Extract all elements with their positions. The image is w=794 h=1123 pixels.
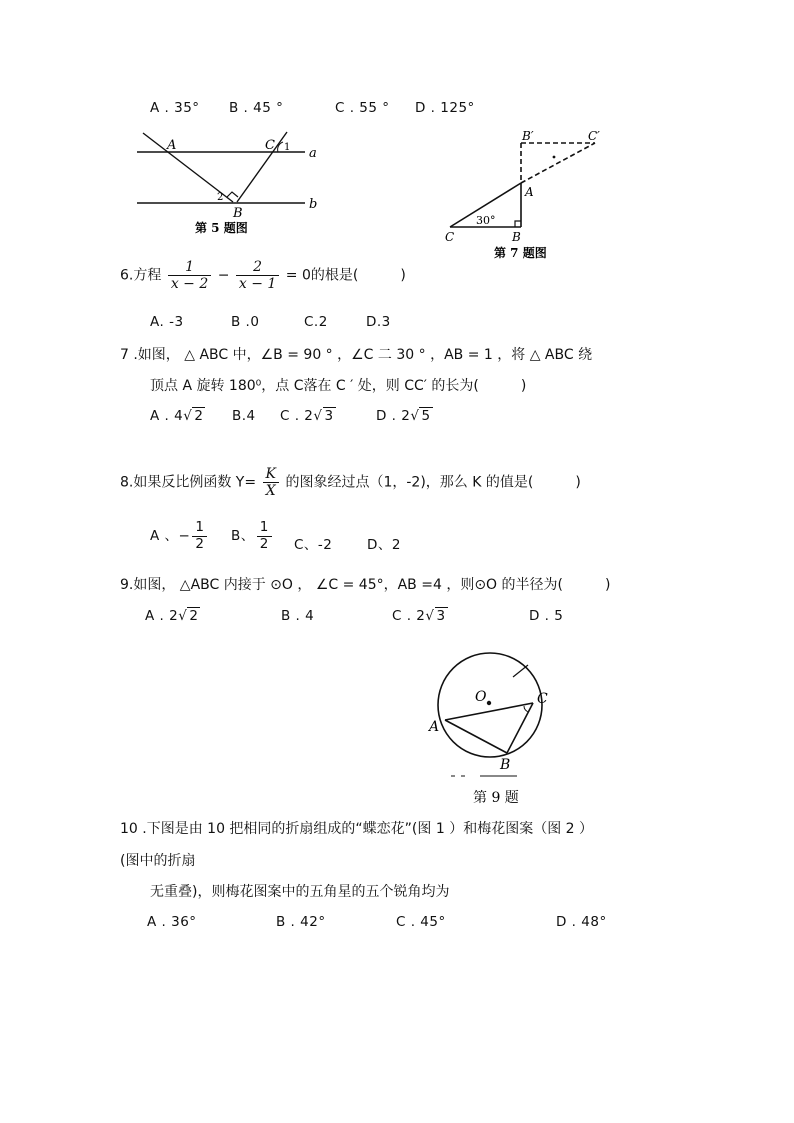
figure-7 (440, 125, 615, 265)
fig9-label-b: B (500, 757, 511, 773)
fig7-label-b: B (512, 230, 521, 244)
fig5-right-angle (227, 192, 238, 197)
fig7-caption: 第 7 题图 (494, 246, 547, 260)
q6-option-a: A. -3 (150, 314, 184, 330)
fig5-transversal-right (237, 132, 287, 202)
q7-option-b: B.4 (232, 408, 256, 424)
q10-option-c: C . 45° (396, 914, 446, 930)
q10-option-a: A . 36° (147, 914, 197, 930)
fig5-label-2: 2 (217, 192, 224, 203)
fig9-tick (513, 665, 528, 677)
q10-line-1: 10 .下图是由 10 把相同的折扇组成的“蝶恋花”(图 1 ）和梅花图案（图 2 ） (120, 821, 594, 837)
q8-option-c: C、-2 (294, 537, 333, 553)
q9-option-d: D . 5 (529, 608, 564, 624)
q10-option-d: D . 48° (556, 914, 607, 930)
fig9-label-c: C (537, 691, 548, 707)
q8-prefix: 8.如果反比例函数 Y= (120, 474, 257, 491)
q6-fraction-2: $\frac{2}{x - 1}$ (236, 259, 279, 292)
fig7-label-c-prime: C′ (588, 129, 600, 143)
fig9-chord-ac (445, 703, 533, 720)
q6-option-d: D.3 (366, 314, 391, 330)
fig9-caption: 第 9 题 (473, 790, 519, 806)
fig9-label-a: A (429, 719, 440, 735)
fig7-right-angle (515, 221, 521, 227)
fig5-line-a-label: a (309, 146, 317, 161)
q4-option-c: C . 55 ° (335, 100, 390, 116)
q9-option-a: A . 2√ 2 (145, 608, 199, 624)
q8-option-b: B、 $\frac{1}{2}$ (231, 520, 274, 552)
fig9-label-o: O (475, 689, 487, 705)
fig5-label-1: 1 (284, 142, 291, 153)
q4-option-d: D . 125° (415, 100, 475, 116)
fig7-angle-label: 30° (476, 214, 496, 227)
fig5-label-b: B (233, 206, 243, 221)
q7-line-1: 7 .如图， △ ABC 中，∠B = 90 ° ，∠C 二 30 ° ，AB = 1 ，将 △ ABC 绕 (120, 347, 593, 363)
fig7-label-c: C (445, 230, 455, 244)
q4-option-a: A . 35° (150, 100, 200, 116)
q9-option-c: C . 2√ 3 (392, 608, 446, 624)
fig7-a-c-prime (521, 143, 595, 183)
fig9-chord-bc (507, 703, 533, 753)
fig5-label-a: A (167, 138, 177, 153)
fig9-center-dot (487, 701, 491, 705)
q10-line-3: 无重叠)，则梅花图案中的五角星的五个锐角均为 (150, 884, 450, 900)
fig7-label-a: A (525, 185, 534, 199)
q8-option-d: D、2 (367, 537, 401, 553)
q6-minus: − (217, 267, 230, 284)
fig5-label-c: C (265, 138, 275, 153)
q10-line-2: (图中的折扇 (120, 853, 196, 869)
q6-option-c: C.2 (304, 314, 328, 330)
q7-line-2: 顶点 A 旋转 180⁰，点 C落在 C ′ 处，则 CC′ 的长为( ) (150, 378, 527, 394)
q6-fraction-1: $\frac{1}{x - 2}$ (168, 259, 211, 292)
fig5-caption: 第 5 题图 (195, 221, 248, 235)
fig7-label-b-prime: B′ (522, 129, 534, 143)
q8-question (120, 466, 581, 499)
fig5-line-b-label: b (309, 197, 318, 212)
q8-fraction: $\frac{K}{X}$ (263, 466, 279, 499)
q6-question (120, 259, 406, 292)
q4-option-b: B . 45 ° (229, 100, 284, 116)
figure-5 (115, 128, 325, 238)
q6-option-b: B .0 (231, 314, 260, 330)
q6-suffix: = 0的根是( ) (285, 267, 406, 284)
q9-line-1: 9.如图， △ABC 内接于 ⊙O ， ∠C = 45°，AB =4 ，则⊙O 的半径为( ) (120, 577, 611, 593)
q7-option-c: C . 2√ 3 (280, 408, 334, 424)
fig7-dot (553, 156, 556, 159)
q10-option-b: B . 42° (276, 914, 326, 930)
q8-suffix: 的图象经过点（1，-2)，那么 K 的值是( ) (285, 474, 581, 491)
q9-option-b: B . 4 (281, 608, 315, 624)
q7-option-d: D . 2√ 5 (376, 408, 431, 424)
fig9-chord-ab (445, 720, 507, 753)
figure-9 (425, 645, 565, 810)
q7-option-a: A . 4√ 2 (150, 408, 204, 424)
q6-prefix: 6.方程 (120, 267, 162, 284)
q8-option-a: A 、− $\frac{1}{2}$ (150, 520, 209, 552)
